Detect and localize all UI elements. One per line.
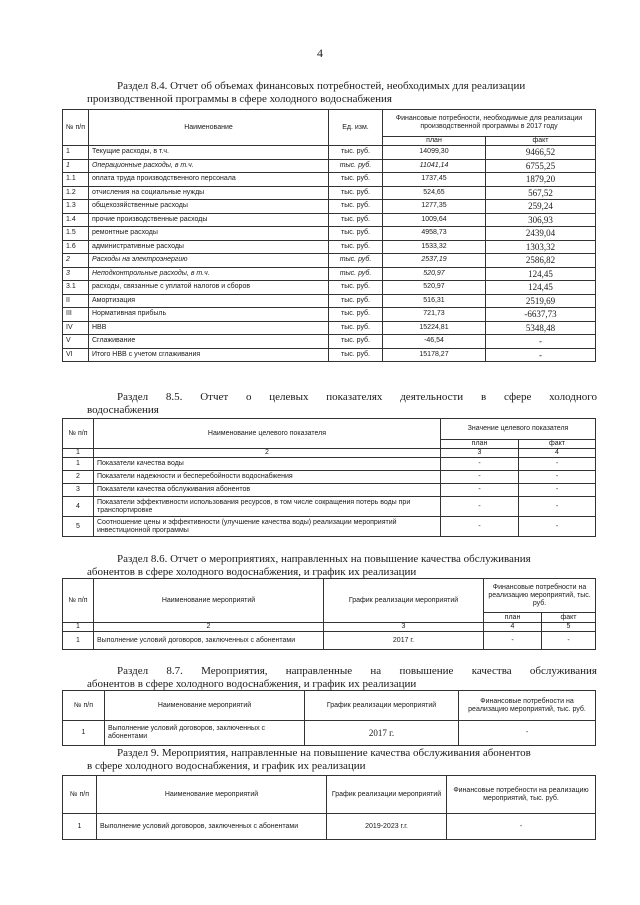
col-schedule-header: График реализации мероприятий bbox=[305, 691, 459, 721]
row-plan: - bbox=[441, 497, 519, 517]
section-8-7-title bbox=[87, 665, 597, 691]
col-plan-header: план bbox=[441, 440, 519, 449]
col-num-header: № п/п bbox=[63, 579, 94, 623]
col-num-header: № п/п bbox=[63, 691, 105, 721]
col-num-header: № п/п bbox=[63, 776, 97, 814]
row-name: Выполнение условий договоров, заключенных с абонентами bbox=[97, 814, 327, 840]
number-cell: 1 bbox=[63, 449, 94, 458]
row-name: расходы, связанные с уплатой налогов и сборов bbox=[89, 281, 329, 295]
row-num: III bbox=[63, 308, 89, 322]
col-fact-header: факт bbox=[486, 137, 596, 146]
table-row bbox=[63, 335, 596, 349]
row-num: VI bbox=[63, 348, 89, 362]
table-row bbox=[63, 517, 596, 537]
row-num: 2 bbox=[63, 254, 89, 268]
table-row bbox=[63, 227, 596, 241]
row-plan: 14099,30 bbox=[383, 146, 486, 160]
row-unit: тыс. руб. bbox=[329, 146, 383, 160]
row-plan: 520,97 bbox=[383, 267, 486, 281]
row-fact: - bbox=[519, 471, 596, 484]
col-name-header: Наименование целевого показателя bbox=[94, 419, 441, 449]
col-name-header: Наименование мероприятий bbox=[94, 579, 324, 623]
row-fact: - bbox=[519, 517, 596, 537]
table-row bbox=[63, 254, 596, 268]
section-9-title-line1: Раздел 9. Мероприятия, направленные на повышение качества обслуживания абонентов bbox=[117, 747, 531, 759]
section-8-6-title-line1: Раздел 8.6. Отчет о мероприятиях, направленных на повышение качества обслуживания bbox=[117, 553, 531, 565]
row-num: 1 bbox=[63, 146, 89, 160]
row-plan: - bbox=[441, 458, 519, 471]
row-name: Нормативная прибыль bbox=[89, 308, 329, 322]
row-name: Показатели эффективности использования ресурсов, в том числе сокращения потерь воды при транспортировке bbox=[94, 497, 441, 517]
row-unit: тыс. руб. bbox=[329, 294, 383, 308]
number-cell: 3 bbox=[441, 449, 519, 458]
row-fact: - bbox=[486, 335, 596, 349]
col-value-header: Значение целевого показателя bbox=[441, 419, 596, 440]
row-num: 1.3 bbox=[63, 200, 89, 214]
number-cell: 5 bbox=[542, 623, 596, 632]
row-plan: - bbox=[441, 517, 519, 537]
row-fact: 2519,69 bbox=[486, 294, 596, 308]
row-num: 1.4 bbox=[63, 213, 89, 227]
row-unit: тыс. руб. bbox=[329, 227, 383, 241]
section-9-title bbox=[87, 747, 597, 773]
col-fact-header: факт bbox=[519, 440, 596, 449]
col-unit-header: Ед. изм. bbox=[329, 110, 383, 146]
table-row bbox=[63, 497, 596, 517]
section-8-6-table bbox=[62, 578, 596, 650]
table-row bbox=[63, 240, 596, 254]
table-row bbox=[63, 471, 596, 484]
row-schedule: 2017 г. bbox=[305, 721, 459, 746]
row-unit: тыс. руб. bbox=[329, 281, 383, 295]
col-name-header: Наименование мероприятий bbox=[105, 691, 305, 721]
table-row bbox=[63, 200, 596, 214]
row-name: Неподконтрольные расходы, в т.ч. bbox=[89, 267, 329, 281]
section-8-4-title-line2: производственной программы в сфере холодного водоснабжения bbox=[87, 93, 392, 105]
section-8-4-table bbox=[62, 109, 596, 362]
row-plan: 15224,81 bbox=[383, 321, 486, 335]
row-plan: 1277,35 bbox=[383, 200, 486, 214]
row-fact: 2439,04 bbox=[486, 227, 596, 241]
row-name: отчисления на социальные нужды bbox=[89, 186, 329, 200]
row-plan: 516,31 bbox=[383, 294, 486, 308]
row-name: Операционные расходы, в т.ч. bbox=[89, 159, 329, 173]
row-name: Итого НВВ с учетом сглаживания bbox=[89, 348, 329, 362]
row-unit: тыс. руб. bbox=[329, 186, 383, 200]
number-cell: 2 bbox=[94, 623, 324, 632]
table-row bbox=[63, 294, 596, 308]
row-unit: тыс. руб. bbox=[329, 173, 383, 187]
table-row bbox=[63, 213, 596, 227]
row-fact: 567,52 bbox=[486, 186, 596, 200]
row-fact: 1303,32 bbox=[486, 240, 596, 254]
row-num: 3 bbox=[63, 484, 94, 497]
section-8-4-title-line1: Раздел 8.4. Отчет об объемах финансовых потребностей, необходимых для реализации bbox=[117, 80, 526, 92]
row-fact: 259,24 bbox=[486, 200, 596, 214]
table-row bbox=[63, 321, 596, 335]
table-row bbox=[63, 146, 596, 160]
section-8-4-title bbox=[87, 80, 597, 106]
row-unit: тыс. руб. bbox=[329, 254, 383, 268]
row-fin: - bbox=[447, 814, 596, 840]
table-row bbox=[63, 281, 596, 295]
row-unit: тыс. руб. bbox=[329, 240, 383, 254]
row-name: прочие производственные расходы bbox=[89, 213, 329, 227]
row-plan: - bbox=[441, 471, 519, 484]
section-8-5-title-line2: водоснабжения bbox=[87, 404, 159, 416]
section-8-5-title-line1: Раздел 8.5. Отчет о целевых показателях деятельности в сфере холодного bbox=[117, 391, 597, 403]
row-plan: 520,97 bbox=[383, 281, 486, 295]
row-unit: тыс. руб. bbox=[329, 335, 383, 349]
row-num: IV bbox=[63, 321, 89, 335]
row-num: 1 bbox=[63, 814, 97, 840]
section-8-6-title bbox=[87, 553, 597, 579]
col-num-header: № п/п bbox=[63, 419, 94, 449]
row-name: административные расходы bbox=[89, 240, 329, 254]
row-name: Выполнение условий договоров, заключенных с абонентами bbox=[105, 721, 305, 746]
page-number: 4 bbox=[317, 46, 323, 60]
row-num: 1 bbox=[63, 632, 94, 650]
section-8-5-body bbox=[63, 458, 596, 537]
table-row bbox=[63, 632, 596, 650]
col-fin-header: Финансовые потребности, необходимые для реализации производственной программы в 2017 году bbox=[383, 110, 596, 137]
row-num: 3.1 bbox=[63, 281, 89, 295]
row-schedule: 2019-2023 г.г. bbox=[327, 814, 447, 840]
row-unit: тыс. руб. bbox=[329, 159, 383, 173]
row-name: Расходы на электроэнергию bbox=[89, 254, 329, 268]
row-unit: тыс. руб. bbox=[329, 308, 383, 322]
row-plan: 4958,73 bbox=[383, 227, 486, 241]
row-num: 5 bbox=[63, 517, 94, 537]
numbers-row bbox=[63, 623, 596, 632]
section-8-7-title-line1: Раздел 8.7. Мероприятия, направленные на повышение качества обслуживания bbox=[117, 665, 597, 677]
row-plan: 721,73 bbox=[383, 308, 486, 322]
col-num-header: № п/п bbox=[63, 110, 89, 146]
col-fin-header: Финансовые потребности на реализацию мероприятий, тыс. руб. bbox=[447, 776, 596, 814]
row-unit: тыс. руб. bbox=[329, 321, 383, 335]
row-num: 1 bbox=[63, 458, 94, 471]
row-fact: 6755,25 bbox=[486, 159, 596, 173]
col-schedule-header: График реализации мероприятий bbox=[324, 579, 484, 623]
section-8-7-table bbox=[62, 690, 596, 746]
row-fact: -6637,73 bbox=[486, 308, 596, 322]
col-name-header: Наименование мероприятий bbox=[97, 776, 327, 814]
row-plan: - bbox=[441, 484, 519, 497]
row-name: Показатели качества воды bbox=[94, 458, 441, 471]
section-8-5-title bbox=[87, 391, 597, 417]
row-plan: 1533,32 bbox=[383, 240, 486, 254]
number-cell: 2 bbox=[94, 449, 441, 458]
row-fact: 124,45 bbox=[486, 267, 596, 281]
row-fact: - bbox=[486, 348, 596, 362]
row-plan: -46,54 bbox=[383, 335, 486, 349]
row-name: общехозяйственные расходы bbox=[89, 200, 329, 214]
table-row bbox=[63, 173, 596, 187]
row-num: 1 bbox=[63, 721, 105, 746]
section-8-5-table bbox=[62, 418, 596, 537]
row-num: 3 bbox=[63, 267, 89, 281]
row-num: 4 bbox=[63, 497, 94, 517]
col-schedule-header: График реализации мероприятий bbox=[327, 776, 447, 814]
row-fact: - bbox=[519, 458, 596, 471]
row-plan: 15178,27 bbox=[383, 348, 486, 362]
section-8-4-body bbox=[63, 146, 596, 362]
row-name: Сглаживание bbox=[89, 335, 329, 349]
row-name: Выполнение условий договоров, заключенных с абонентами bbox=[94, 632, 324, 650]
row-name: Соотношение цены и эффективности (улучшение качества воды) реализации мероприятий инвестиционной программы bbox=[94, 517, 441, 537]
row-fact: 306,93 bbox=[486, 213, 596, 227]
row-name: Амортизация bbox=[89, 294, 329, 308]
table-row bbox=[63, 721, 596, 746]
numbers-row bbox=[63, 449, 596, 458]
col-fin-header: Финансовые потребности на реализацию мероприятий, тыс. руб. bbox=[459, 691, 596, 721]
table-row bbox=[63, 159, 596, 173]
row-plan: 11041,14 bbox=[383, 159, 486, 173]
number-cell: 1 bbox=[63, 623, 94, 632]
section-9-table bbox=[62, 775, 596, 840]
table-row bbox=[63, 484, 596, 497]
row-unit: тыс. руб. bbox=[329, 267, 383, 281]
row-fact: 5348,48 bbox=[486, 321, 596, 335]
row-name: оплата труда производственного персонала bbox=[89, 173, 329, 187]
row-fact: 1879,20 bbox=[486, 173, 596, 187]
row-name: НВВ bbox=[89, 321, 329, 335]
table-row bbox=[63, 814, 596, 840]
row-fact: 2586,82 bbox=[486, 254, 596, 268]
col-plan-header: план bbox=[383, 137, 486, 146]
table-row bbox=[63, 186, 596, 200]
section-9-title-line2: в сфере холодного водоснабжения, и график их реализации bbox=[87, 760, 366, 772]
row-name: Текущие расходы, в т.ч. bbox=[89, 146, 329, 160]
row-fact: 124,45 bbox=[486, 281, 596, 295]
row-unit: тыс. руб. bbox=[329, 348, 383, 362]
section-8-6-title-line2: абонентов в сфере холодного водоснабжения, и график их реализации bbox=[87, 566, 417, 578]
row-fact: - bbox=[542, 632, 596, 650]
number-cell: 3 bbox=[324, 623, 484, 632]
row-name: Показатели надежности и бесперебойности водоснабжения bbox=[94, 471, 441, 484]
row-unit: тыс. руб. bbox=[329, 213, 383, 227]
row-num: 1.2 bbox=[63, 186, 89, 200]
col-name-header: Наименование bbox=[89, 110, 329, 146]
row-name: Показатели качества обслуживания абонентов bbox=[94, 484, 441, 497]
row-num: II bbox=[63, 294, 89, 308]
table-row bbox=[63, 348, 596, 362]
row-fact: - bbox=[519, 497, 596, 517]
table-row bbox=[63, 308, 596, 322]
row-num: 1.6 bbox=[63, 240, 89, 254]
number-cell: 4 bbox=[484, 623, 542, 632]
row-unit: тыс. руб. bbox=[329, 200, 383, 214]
row-num: V bbox=[63, 335, 89, 349]
row-fact: 9466,52 bbox=[486, 146, 596, 160]
row-num: 2 bbox=[63, 471, 94, 484]
col-fact-header: факт bbox=[542, 613, 596, 623]
row-fact: - bbox=[519, 484, 596, 497]
section-8-7-title-line2: абонентов в сфере холодного водоснабжения, и график их реализации bbox=[87, 678, 417, 690]
col-fin-header: Финансовые потребности на реализацию мероприятий, тыс. руб. bbox=[484, 579, 596, 613]
row-plan: 524,65 bbox=[383, 186, 486, 200]
col-plan-header: план bbox=[484, 613, 542, 623]
row-plan: 1737,45 bbox=[383, 173, 486, 187]
row-plan: 2537,19 bbox=[383, 254, 486, 268]
number-cell: 4 bbox=[519, 449, 596, 458]
row-schedule: 2017 г. bbox=[324, 632, 484, 650]
row-plan: 1009,64 bbox=[383, 213, 486, 227]
row-name: ремонтные расходы bbox=[89, 227, 329, 241]
row-num: 1.1 bbox=[63, 173, 89, 187]
row-fin: - bbox=[459, 721, 596, 746]
row-num: 1.5 bbox=[63, 227, 89, 241]
table-row bbox=[63, 267, 596, 281]
row-plan: - bbox=[484, 632, 542, 650]
row-num: 1 bbox=[63, 159, 89, 173]
table-row bbox=[63, 458, 596, 471]
